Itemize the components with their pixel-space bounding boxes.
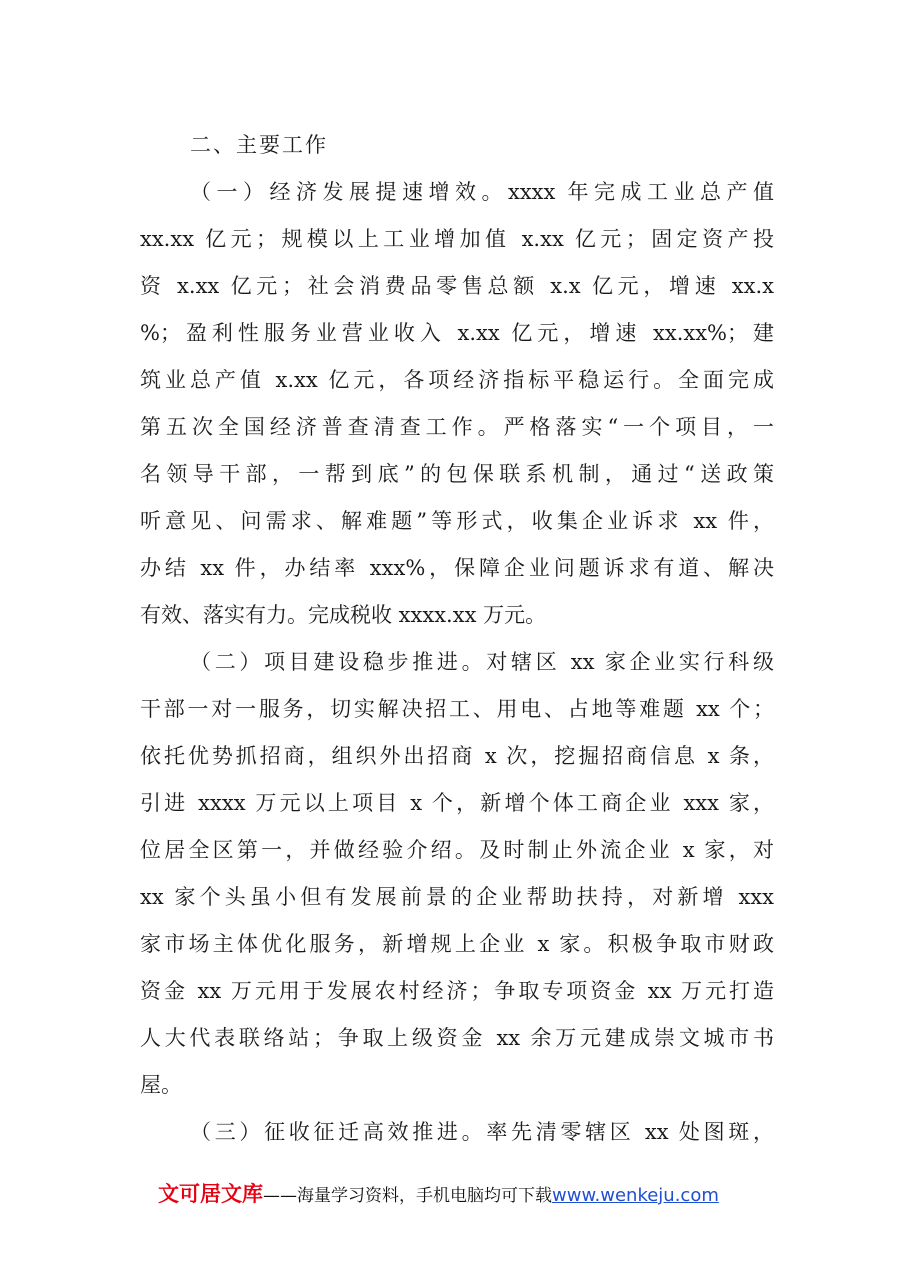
document-body	[140, 122, 774, 1156]
text-line: 资金 xx 万元用于发展农村经济；争取专项资金 xx 万元打造	[140, 979, 774, 1003]
text-line: 家市场主体优化服务，新增规上企业 x 家。积极争取市财政	[140, 932, 774, 956]
text-line: 有效、落实有力。完成税收 xxxx.xx 万元。	[140, 603, 547, 627]
text-line: （二）项目建设稳步推进。对辖区 xx 家企业实行科级	[190, 650, 774, 674]
text-line: %；盈利性服务业营业收入 x.xx 亿元，增速 xx.xx%；建	[140, 321, 774, 345]
paragraph-projects	[140, 639, 774, 1109]
footer-website-link[interactable]: www.wenkeju.com	[552, 1185, 719, 1206]
footer-slogan: ——海量学习资料，手机电脑均可下载	[263, 1186, 552, 1206]
text-line: 引进 xxxx 万元以上项目 x 个，新增个体工商企业 xxx 家，	[140, 791, 774, 815]
text-line: 屋。	[140, 1073, 182, 1097]
text-line: 听意见、问需求、解难题”等形式，收集企业诉求 xx 件，	[140, 509, 774, 533]
text-line: （三）征收征迁高效推进。率先清零辖区 xx 处图斑，	[190, 1120, 774, 1144]
text-line: 资 x.xx 亿元；社会消费品零售总额 x.x 亿元，增速 xx.x	[140, 274, 774, 298]
text-line: xx.xx 亿元；规模以上工业增加值 x.xx 亿元；固定资产投	[140, 227, 774, 251]
text-line: 筑业总产值 x.xx 亿元，各项经济指标平稳运行。全面完成	[140, 368, 774, 392]
paragraph-economy	[140, 169, 774, 639]
text-line: xx 家个头虽小但有发展前景的企业帮助扶持，对新增 xxx	[140, 885, 774, 909]
text-line: 名领导干部，一帮到底”的包保联系机制，通过“送政策	[140, 462, 774, 486]
text-line: 位居全区第一，并做经验介绍。及时制止外流企业 x 家，对	[140, 838, 774, 862]
footer-banner	[158, 1178, 719, 1208]
text-line: 第五次全国经济普查清查工作。严格落实“一个项目，一	[140, 415, 774, 439]
paragraph-relocation	[140, 1109, 774, 1156]
text-line: （一）经济发展提速增效。xxxx 年完成工业总产值	[190, 180, 774, 204]
text-line: 依托优势抓招商，组织外出招商 x 次，挖掘招商信息 x 条，	[140, 744, 774, 768]
text-line: 办结 xx 件，办结率 xxx%，保障企业问题诉求有道、解决	[140, 556, 774, 580]
section-heading: 二、主要工作	[190, 133, 328, 157]
text-line: 人大代表联络站；争取上级资金 xx 余万元建成崇文城市书	[140, 1026, 774, 1050]
footer-brand: 文可居文库	[158, 1182, 263, 1206]
text-line: 干部一对一服务，切实解决招工、用电、占地等难题 xx 个；	[140, 697, 774, 721]
